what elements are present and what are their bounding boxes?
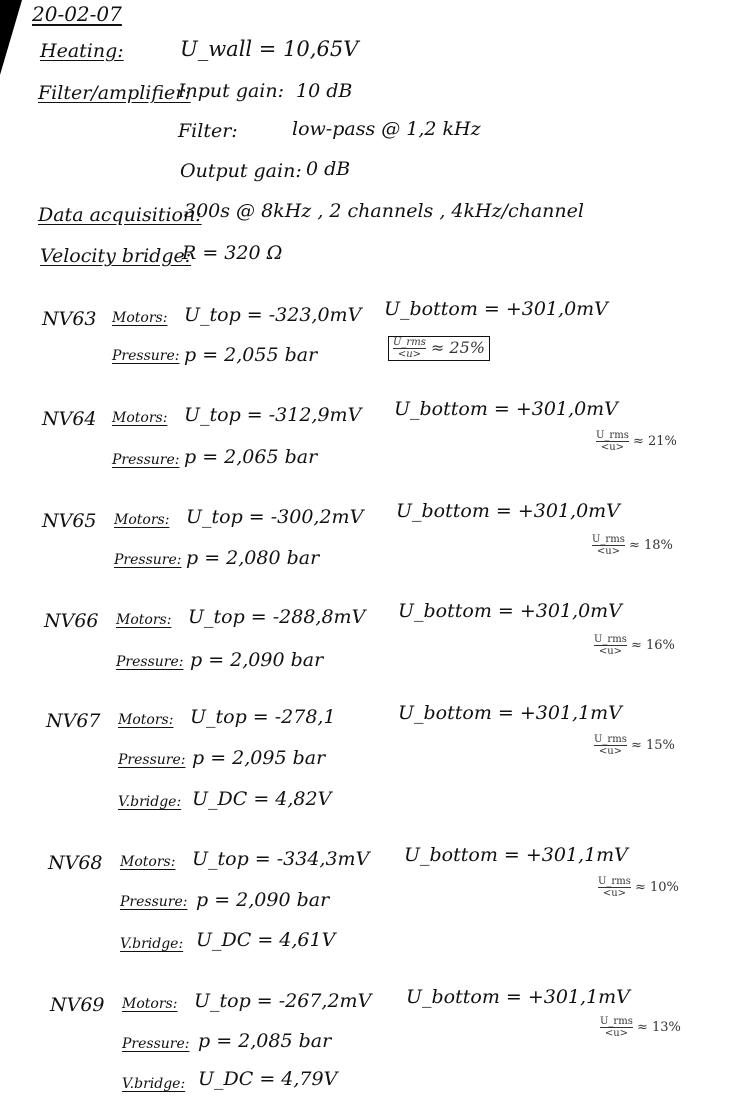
turbulence-ratio bbox=[600, 1016, 681, 1039]
ratio-numerator: U_rms bbox=[598, 876, 631, 887]
pressure-label: Pressure: bbox=[122, 1036, 190, 1052]
ratio-numerator: U_rms bbox=[594, 634, 627, 645]
pressure-value: p = 2,055 bar bbox=[184, 344, 318, 366]
motors-label: Motors: bbox=[118, 712, 174, 728]
bridge-dc-value: U_DC = 4,61V bbox=[196, 929, 336, 951]
u-top-value: U_top = -300,2mV bbox=[186, 506, 364, 528]
pressure-label: Pressure: bbox=[118, 752, 186, 768]
pressure-label: Pressure: bbox=[112, 348, 180, 364]
bridge-dc-value: U_DC = 4,82V bbox=[192, 788, 332, 810]
pressure-value: p = 2,065 bar bbox=[184, 446, 318, 468]
page-date: 20-02-07 bbox=[32, 2, 122, 26]
run-id: NV66 bbox=[44, 610, 99, 632]
u-bottom-value: U_bottom = +301,1mV bbox=[398, 702, 622, 724]
u-bottom-value: U_bottom = +301,1mV bbox=[404, 844, 628, 866]
pressure-value: p = 2,095 bar bbox=[192, 747, 326, 769]
ratio-value: ≈ 15% bbox=[630, 738, 675, 753]
velocity-bridge-run-label: V.bridge: bbox=[120, 936, 184, 952]
pressure-value: p = 2,090 bar bbox=[190, 649, 324, 671]
ratio-value: ≈ 10% bbox=[634, 880, 679, 895]
turbulence-ratio bbox=[594, 634, 675, 657]
input-gain-value: 10 dB bbox=[296, 80, 353, 102]
run-id: NV69 bbox=[50, 994, 105, 1016]
ratio-value: ≈ 16% bbox=[630, 638, 675, 653]
ratio-numerator: U_rms bbox=[600, 1016, 633, 1027]
velocity-bridge-run-label: V.bridge: bbox=[122, 1076, 186, 1092]
ratio-numerator: U_rms bbox=[393, 337, 426, 348]
ratio-numerator: U_rms bbox=[594, 734, 627, 745]
turbulence-ratio bbox=[592, 534, 673, 557]
turbulence-ratio bbox=[594, 734, 675, 757]
pressure-label: Pressure: bbox=[116, 654, 184, 670]
ratio-value: ≈ 21% bbox=[632, 434, 677, 449]
ratio-denominator: <u> bbox=[596, 546, 621, 557]
u-bottom-value: U_bottom = +301,0mV bbox=[396, 500, 620, 522]
output-gain-value: 0 dB bbox=[306, 158, 351, 180]
pressure-label: Pressure: bbox=[112, 452, 180, 468]
bridge-dc-value: U_DC = 4,79V bbox=[198, 1068, 338, 1090]
velocity-bridge-label: Velocity bridge: bbox=[40, 245, 192, 267]
ratio-denominator: <u> bbox=[397, 349, 422, 360]
motors-label: Motors: bbox=[120, 854, 176, 870]
u-top-value: U_top = -288,8mV bbox=[188, 606, 366, 628]
motors-label: Motors: bbox=[116, 612, 172, 628]
u-bottom-value: U_bottom = +301,0mV bbox=[398, 600, 622, 622]
run-id: NV68 bbox=[48, 852, 103, 874]
pressure-value: p = 2,080 bar bbox=[186, 547, 320, 569]
ratio-value: ≈ 13% bbox=[636, 1020, 681, 1035]
ratio-value: ≈ 18% bbox=[628, 538, 673, 553]
motors-label: Motors: bbox=[114, 512, 170, 528]
filter-amplifier-label: Filter/amplifier: bbox=[38, 82, 191, 104]
motors-label: Motors: bbox=[122, 996, 178, 1012]
u-bottom-value: U_bottom = +301,0mV bbox=[394, 398, 618, 420]
pressure-value: p = 2,090 bar bbox=[196, 889, 330, 911]
u-top-value: U_top = -334,3mV bbox=[192, 848, 370, 870]
heating-label: Heating: bbox=[40, 40, 124, 62]
filter-label: Filter: bbox=[178, 120, 238, 142]
run-id: NV67 bbox=[46, 710, 101, 732]
ratio-denominator: <u> bbox=[598, 746, 623, 757]
u-top-value: U_top = -323,0mV bbox=[184, 304, 362, 326]
turbulence-ratio bbox=[596, 430, 677, 453]
u-top-value: U_top = -267,2mV bbox=[194, 990, 372, 1012]
input-gain-label: Input gain: bbox=[178, 80, 285, 102]
output-gain-label: Output gain: bbox=[180, 160, 302, 182]
motors-label: Motors: bbox=[112, 410, 168, 426]
scan-corner-shadow bbox=[0, 0, 22, 75]
ratio-numerator: U_rms bbox=[592, 534, 625, 545]
turbulence-ratio bbox=[598, 876, 679, 899]
pressure-label: Pressure: bbox=[114, 552, 182, 568]
run-id: NV65 bbox=[42, 510, 97, 532]
data-acquisition-label: Data acquisition: bbox=[38, 204, 202, 226]
pressure-value: p = 2,085 bar bbox=[198, 1030, 332, 1052]
motors-label: Motors: bbox=[112, 310, 168, 326]
ratio-denominator: <u> bbox=[602, 888, 627, 899]
run-id: NV64 bbox=[42, 408, 97, 430]
u-bottom-value: U_bottom = +301,0mV bbox=[384, 298, 608, 320]
ratio-denominator: <u> bbox=[600, 442, 625, 453]
filter-value: low-pass @ 1,2 kHz bbox=[292, 118, 481, 140]
heating-value: U_wall = 10,65V bbox=[180, 37, 359, 61]
ratio-denominator: <u> bbox=[604, 1028, 629, 1039]
u-top-value: U_top = -278,1 bbox=[190, 706, 336, 728]
velocity-bridge-run-label: V.bridge: bbox=[118, 794, 182, 810]
ratio-denominator: <u> bbox=[598, 646, 623, 657]
ratio-numerator: U_rms bbox=[596, 430, 629, 441]
ratio-value: ≈ 25% bbox=[430, 338, 485, 357]
velocity-bridge-value: R = 320 Ω bbox=[182, 242, 283, 264]
pressure-label: Pressure: bbox=[120, 894, 188, 910]
turbulence-ratio bbox=[388, 336, 490, 361]
run-id: NV63 bbox=[42, 308, 97, 330]
u-top-value: U_top = -312,9mV bbox=[184, 404, 362, 426]
u-bottom-value: U_bottom = +301,1mV bbox=[406, 986, 630, 1008]
data-acquisition-value: 300s @ 8kHz , 2 channels , 4kHz/channel bbox=[184, 200, 584, 222]
